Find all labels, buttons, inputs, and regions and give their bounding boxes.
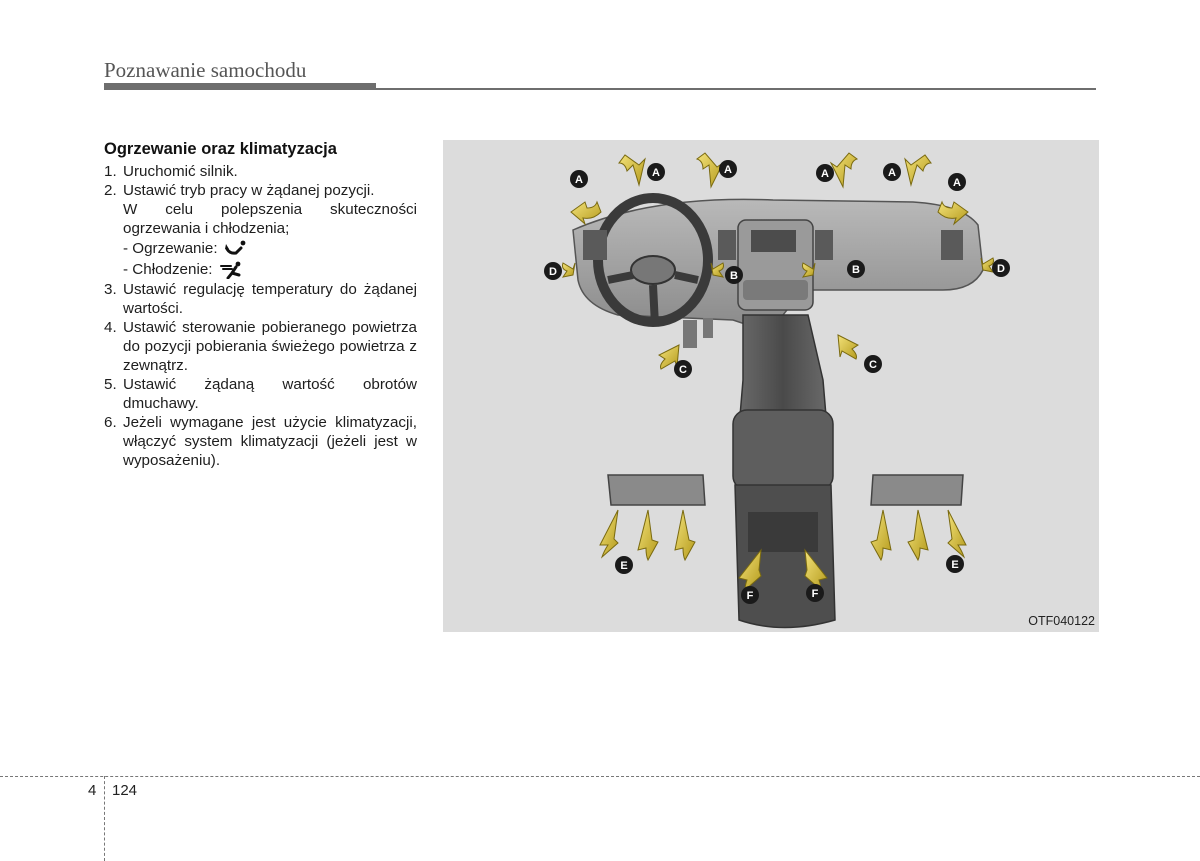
step-3 xyxy=(104,280,417,318)
step-text: Jeżeli wymagane jest użycie klimatyzacji, włączyć system klimatyzacji (jeżeli jest w wyposażeniu). xyxy=(123,414,417,469)
step-number: 3. xyxy=(104,281,117,298)
step-1 xyxy=(104,162,417,181)
instructions-column xyxy=(104,140,417,470)
step-number: 4. xyxy=(104,319,117,336)
svg-text:B: B xyxy=(730,270,738,282)
badge-a xyxy=(570,170,588,188)
svg-text:A: A xyxy=(888,167,896,179)
floor-vent-left xyxy=(608,475,705,505)
svg-text:A: A xyxy=(724,164,732,176)
airflow-arrow xyxy=(563,263,576,277)
cooling-mode-row xyxy=(104,259,417,280)
svg-text:A: A xyxy=(652,167,660,179)
header-rule xyxy=(104,88,1096,90)
section-title: Ogrzewanie oraz klimatyzacja xyxy=(104,140,337,158)
chapter-number: 4 xyxy=(88,782,97,799)
step-number: 2. xyxy=(104,182,117,199)
badge-f xyxy=(806,584,824,602)
dash-vent xyxy=(941,230,963,260)
step-text: Ustawić regulację temperatury do żądanej wartości. xyxy=(123,281,417,317)
airflow-arrow xyxy=(905,155,931,185)
face-vent-icon xyxy=(219,261,243,279)
airflow-arrow xyxy=(638,510,658,560)
step-6 xyxy=(104,413,417,470)
step-number: 1. xyxy=(104,163,117,180)
svg-text:D: D xyxy=(997,263,1005,275)
heating-label: - Ogrzewanie: xyxy=(123,240,218,257)
badge-a xyxy=(816,164,834,182)
airflow-arrow xyxy=(871,510,891,560)
airflow-arrow xyxy=(908,510,928,560)
running-header: Poznawanie samochodu xyxy=(104,58,307,82)
badge-a xyxy=(883,163,901,181)
svg-text:A: A xyxy=(575,174,583,186)
step-number: 5. xyxy=(104,376,117,393)
floor-heat-icon xyxy=(224,240,248,258)
airflow-arrow xyxy=(831,153,857,187)
svg-text:A: A xyxy=(953,177,961,189)
dash-vent xyxy=(583,230,607,260)
figure-code: OTF040122 xyxy=(1028,614,1095,628)
badge-a xyxy=(647,163,665,181)
badge-a xyxy=(948,173,966,191)
footer-divider xyxy=(104,776,105,861)
airflow-arrow xyxy=(675,510,695,560)
rear-console xyxy=(735,485,835,628)
step-text: Ustawić żądaną wartość obrotów dmuchawy. xyxy=(123,376,417,412)
svg-text:E: E xyxy=(620,560,628,572)
airflow-arrow xyxy=(600,510,618,557)
badge-e xyxy=(615,556,633,574)
footer-rule xyxy=(0,776,1200,777)
svg-text:F: F xyxy=(811,588,819,600)
armrest xyxy=(733,410,833,490)
step-2-note: W celu polepszenia skuteczności ogrzewania i chłodzenia; xyxy=(123,201,417,237)
badge-d xyxy=(544,262,562,280)
badge-d xyxy=(992,259,1010,277)
svg-text:C: C xyxy=(869,359,877,371)
badge-f xyxy=(741,586,759,604)
badge-b xyxy=(847,260,865,278)
step-text: Uruchomić silnik. xyxy=(123,163,238,180)
badge-e xyxy=(946,555,964,573)
step-number: 6. xyxy=(104,414,117,431)
cooling-label: - Chłodzenie: xyxy=(123,261,213,278)
badge-c xyxy=(674,360,692,378)
step-5 xyxy=(104,375,417,413)
heating-mode-row xyxy=(104,238,417,259)
svg-text:A: A xyxy=(821,168,829,180)
car-interior-drawing xyxy=(443,140,1099,632)
airflow-arrow xyxy=(619,155,645,185)
badge-a xyxy=(719,160,737,178)
svg-text:F: F xyxy=(746,590,754,602)
svg-text:C: C xyxy=(679,364,687,376)
floor-vent-right xyxy=(871,475,963,505)
badge-b xyxy=(725,266,743,284)
svg-text:D: D xyxy=(549,266,557,278)
airflow-arrow xyxy=(948,510,966,557)
airflow-arrow xyxy=(981,258,994,272)
dash-vent xyxy=(718,230,736,260)
step-4 xyxy=(104,318,417,375)
vent-illustration xyxy=(443,140,1099,632)
dash-vent xyxy=(815,230,833,260)
step-text: Ustawić tryb pracy w żądanej pozycji. xyxy=(123,182,375,199)
airflow-arrow xyxy=(838,335,858,359)
svg-text:B: B xyxy=(852,264,860,276)
badge-c xyxy=(864,355,882,373)
page-number: 124 xyxy=(112,782,138,799)
step-text: Ustawić sterowanie pobieranego powietrza do pozycji pobierania świeżego powietrza z zewnątrz. xyxy=(123,319,417,374)
rear-vent xyxy=(748,512,818,552)
svg-text:E: E xyxy=(951,559,959,571)
step-2 xyxy=(104,181,417,200)
